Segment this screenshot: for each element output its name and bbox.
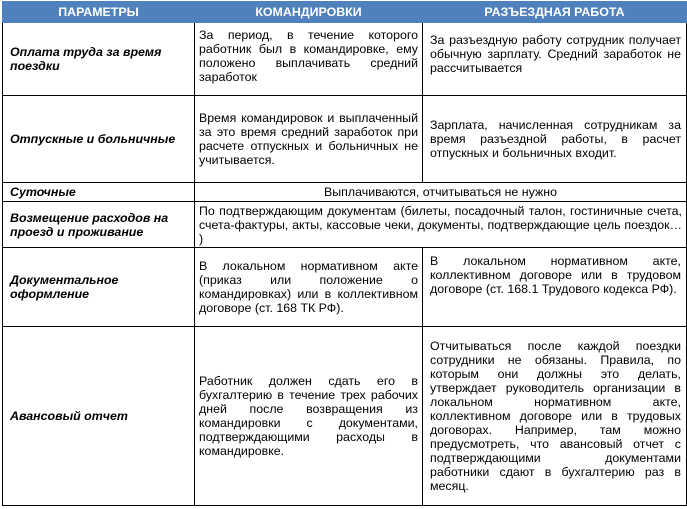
business-trip-cell: Работник должен сдать его в бухгалтерию в течение трех рабочих дней после возвращения из командировки с документами, подтверждающими расходы в командировке. bbox=[195, 327, 423, 506]
business-trip-cell: Время командировок и выплаченный за это время средний заработок при расчете отпускных и больничных не учитывается. bbox=[195, 96, 423, 183]
table-row bbox=[3, 327, 687, 506]
business-trip-cell: В локальном нормативном акте (приказ или положение о командировках) или в коллективном договоре (ст. 168 ТК РФ). bbox=[195, 248, 423, 327]
comparison-table bbox=[2, 1, 687, 506]
row-param-documentation: Документальное оформление bbox=[3, 248, 195, 327]
traveling-work-cell: В локальном нормативном акте, коллективном договоре или в трудовом договоре (ст. 168.1 Трудового кодекса РФ). bbox=[423, 248, 687, 327]
header-row bbox=[3, 2, 687, 23]
traveling-work-cell: Зарплата, начисленная сотрудникам за время разъездной работы, в расчет отпускных и больничных входит. bbox=[423, 96, 687, 183]
row-param-vacation-sick: Отпускные и больничные bbox=[3, 96, 195, 183]
table-row bbox=[3, 202, 687, 248]
merged-cell: По подтверждающим документам (билеты, посадочный талон, гостиничные счета, счета-фактуры, акты, кассовые чеки, документы, подтверждающие цель поездок… ) bbox=[195, 202, 687, 248]
traveling-work-cell: За разъездную работу сотрудник получает обычную зарплату. Средний заработок не рассчитывается bbox=[423, 23, 687, 96]
row-param-expenses: Возмещение расходов на проезд и проживание bbox=[3, 202, 195, 248]
table-row bbox=[3, 23, 687, 96]
table-row bbox=[3, 248, 687, 327]
row-param-salary: Оплата труда за время поездки bbox=[3, 23, 195, 96]
header-business-trips: КОМАНДИРОВКИ bbox=[195, 2, 423, 23]
row-param-per-diem: Суточные bbox=[3, 183, 195, 202]
header-parameters: ПАРАМЕТРЫ bbox=[3, 2, 195, 23]
traveling-work-cell: Отчитываться после каждой поездки сотрудники не обязаны. Правила, по которым они должны это делать, утверждает руководитель организации в локальном нормативном акте, коллективном договоре или в трудовых договорах. Например, там можно предусмотреть, что авансовый отчет с подтверждающими документами работники сдают в бухгалтерию раз в месяц. bbox=[423, 327, 687, 506]
table-row bbox=[3, 96, 687, 183]
header-traveling-work: РАЗЪЕЗДНАЯ РАБОТА bbox=[423, 2, 687, 23]
table-row bbox=[3, 183, 687, 202]
merged-cell: Выплачиваются, отчитываться не нужно bbox=[195, 183, 687, 202]
row-param-expense-report: Авансовый отчет bbox=[3, 327, 195, 506]
business-trip-cell: За период, в течение которого работник был в командировке, ему положено выплачивать средний заработок bbox=[195, 23, 423, 96]
